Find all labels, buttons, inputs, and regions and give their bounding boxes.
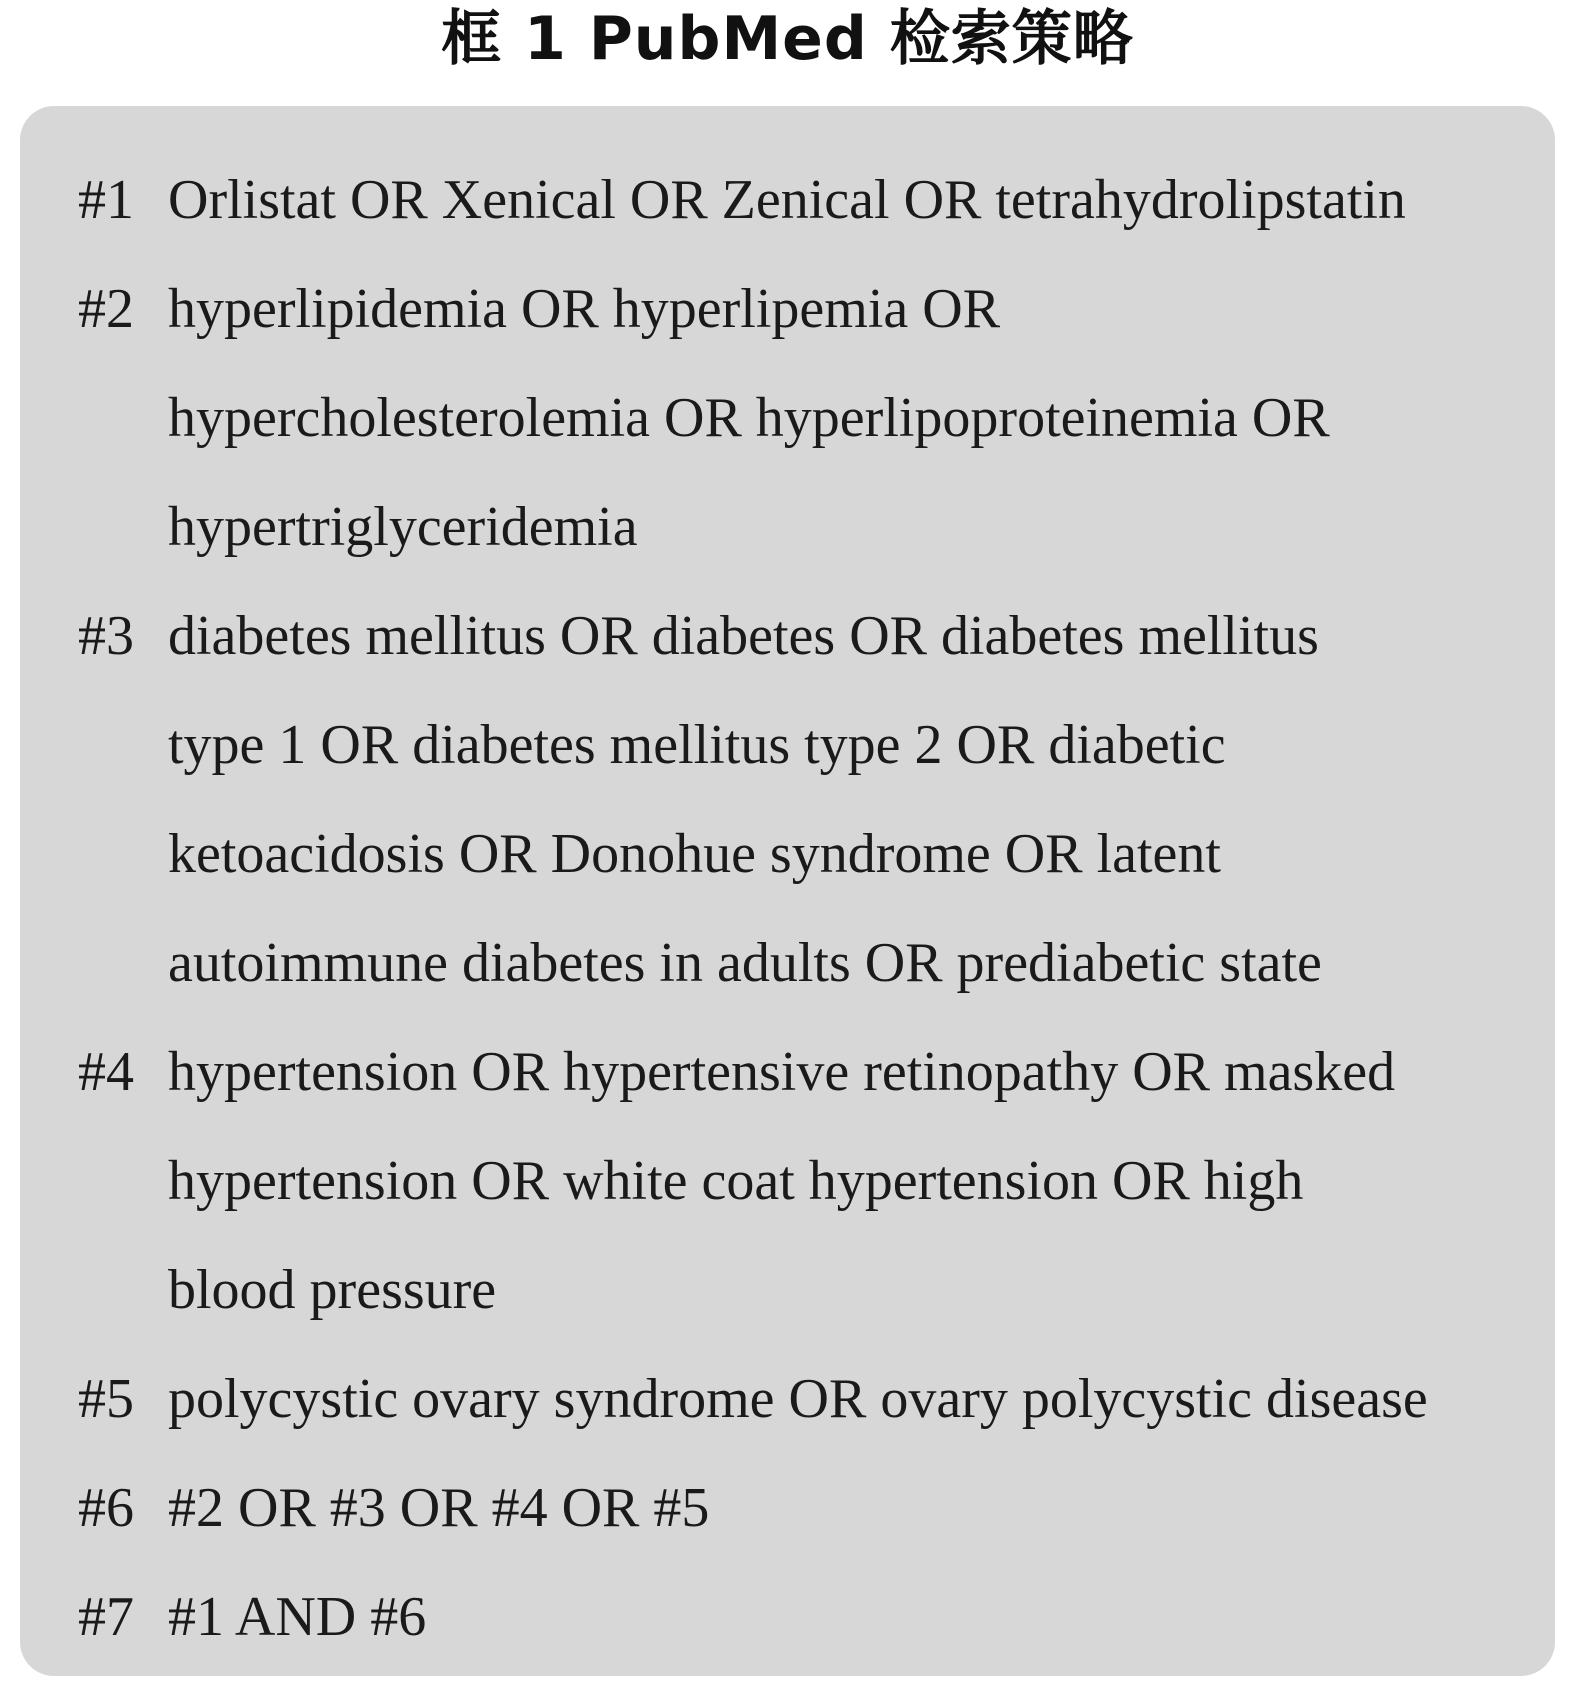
row-query: [168, 1454, 1528, 1563]
row-query: [168, 1563, 1528, 1672]
row-number: #2: [78, 278, 134, 340]
row-query: [168, 255, 1528, 582]
row-number: #5: [78, 1368, 134, 1430]
row-number: #3: [78, 605, 134, 667]
search-strategy-list: [78, 146, 1528, 1672]
search-strategy-box: [20, 106, 1555, 1676]
strategy-row-6: [78, 1454, 1528, 1563]
row-query: [168, 582, 1528, 1018]
row-number: #4: [78, 1041, 134, 1103]
strategy-row-7: [78, 1563, 1528, 1672]
query-line: hypercholesterolemia OR hyperlipoproteinemia OR: [168, 387, 1330, 449]
query-line: hypertension OR hypertensive retinopathy OR masked: [168, 1041, 1396, 1103]
row-query: [168, 146, 1528, 255]
query-line: ketoacidosis OR Donohue syndrome OR latent: [168, 823, 1221, 885]
box-title: 框 1 PubMed 检索策略: [441, 4, 1134, 74]
row-number: #6: [78, 1477, 134, 1539]
query-line: Orlistat OR Xenical OR Zenical OR tetrahydrolipstatin: [168, 169, 1406, 231]
query-line: type 1 OR diabetes mellitus type 2 OR diabetic: [168, 714, 1226, 776]
query-line: polycystic ovary syndrome OR ovary polycystic disease: [168, 1368, 1428, 1430]
query-line: autoimmune diabetes in adults OR prediabetic state: [168, 932, 1322, 994]
query-line: hypertension OR white coat hypertension OR high: [168, 1150, 1304, 1212]
row-number: #1: [78, 169, 134, 231]
strategy-row-3: [78, 582, 1528, 1018]
strategy-row-2: [78, 255, 1528, 582]
strategy-row-5: [78, 1345, 1528, 1454]
query-line: hyperlipidemia OR hyperlipemia OR: [168, 278, 1001, 340]
row-query: [168, 1018, 1528, 1345]
query-line: #1 AND #6: [168, 1586, 427, 1648]
query-line: #2 OR #3 OR #4 OR #5: [168, 1477, 710, 1539]
row-query: [168, 1345, 1528, 1454]
row-number: #7: [78, 1586, 134, 1648]
query-line: diabetes mellitus OR diabetes OR diabetes mellitus: [168, 605, 1319, 667]
strategy-row-4: [78, 1018, 1528, 1345]
query-line: blood pressure: [168, 1259, 497, 1321]
strategy-row-1: [78, 146, 1528, 255]
query-line: hypertriglyceridemia: [168, 496, 638, 558]
